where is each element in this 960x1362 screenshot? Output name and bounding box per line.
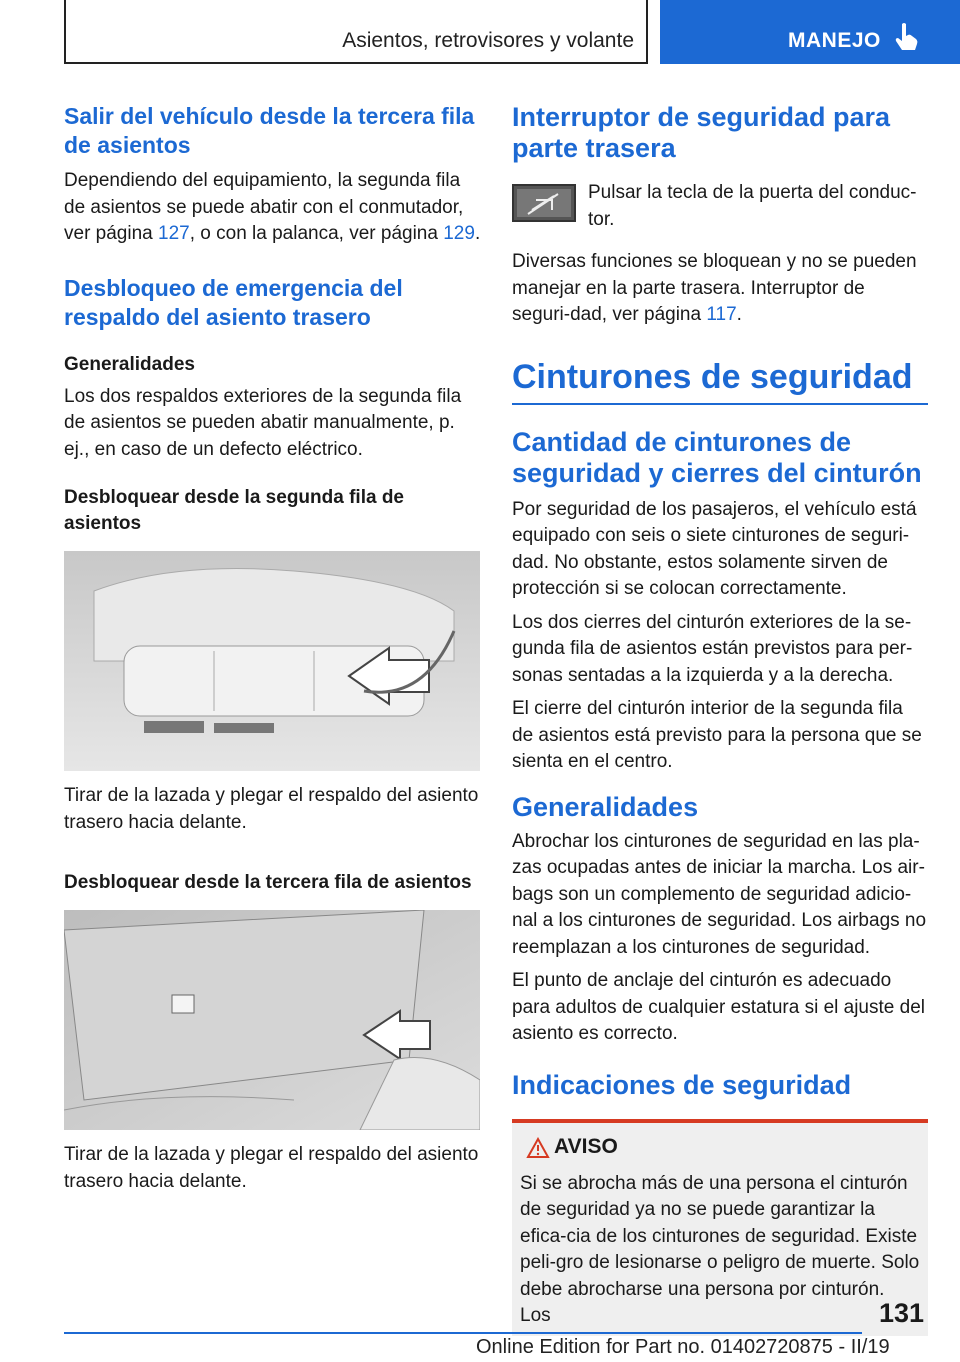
header-section-tab [660, 0, 960, 64]
warning-triangle-icon [526, 1137, 550, 1164]
warning-text: Si se abrocha más de una persona el cinturón de seguridad ya no se puede garantizar la efica-cia de los cinturones de seguridad. Existe peli-gro de lesionarse o peligro de muerte. Solo debe abrocharse una persona por cinturón. Los [520, 1172, 920, 1326]
page-link-127[interactable]: 127 [158, 223, 190, 244]
steering-hand-icon [894, 22, 920, 57]
text: . [474, 223, 481, 244]
child-lock-button-icon [512, 184, 576, 222]
paragraph-functions [512, 249, 928, 329]
section-label: MANEJO [788, 29, 881, 52]
heading-unlock-third-row: Desbloquear desde la tercera fila de asientos [64, 872, 472, 893]
text: Dependiendo del equipamiento, la segunda fila de asientos se puede abatir con el conmutador, ver página [64, 170, 464, 244]
paragraph-exit [64, 168, 482, 248]
text: , o con la palanca, ver página [189, 223, 444, 244]
heading-emergency-unlock: Desbloqueo de emergencia del respaldo del asiento trasero [64, 274, 403, 330]
paragraph-count-2: Los dos cierres del cinturón exteriores de la se-gunda fila de asientos están previstos para per-sonas sentadas a la izquierda y a la derecha. [512, 611, 913, 686]
paragraph-generalities: Los dos respaldos exteriores de la segunda fila de asientos se pueden abatir manualmente, p. ej., en caso de un defecto eléctrico. [64, 385, 462, 460]
left-column [64, 102, 482, 1195]
photo-second-row-seats [64, 551, 480, 771]
text: . [736, 304, 742, 325]
page-link-129[interactable]: 129 [443, 223, 475, 244]
heading-belt-count: Cantidad de cinturones de seguridad y cierres del cinturón [512, 426, 922, 488]
page-number: 131 [878, 1298, 924, 1328]
paragraph-switch: Pulsar la tecla de la puerta del conduc-tor. [588, 182, 917, 230]
page-link-117[interactable]: 117 [706, 304, 737, 325]
paragraph-count-3: El cierre del cinturón interior de la segunda fila de asientos está previsto para la persona que se sienta en el centro. [512, 698, 922, 772]
warning-title: AVISO [554, 1134, 618, 1158]
footer-edition: Online Edition for Part no. 01402720875 - II/19 [476, 1336, 890, 1358]
chapter-title: Asientos, retrovisores y volante [342, 29, 634, 52]
warning-box [512, 1119, 928, 1336]
switch-instruction [512, 180, 928, 233]
footer-divider [64, 1332, 862, 1334]
heading-unlock-second-row: Desbloquear desde la segunda fila de asientos [64, 487, 404, 534]
heading-safety-switch: Interruptor de seguridad para parte trasera [512, 102, 891, 163]
heading-general: Generalidades [512, 791, 699, 822]
warning-header [520, 1135, 920, 1165]
heading-exit-third-row: Salir del vehículo desde la tercera fila de asientos [64, 103, 475, 158]
heading-safety-notes: Indicaciones de seguridad [512, 1069, 852, 1100]
paragraph-general-1: Abrochar los cinturones de seguridad en las pla-zas ocupadas antes de iniciar la marcha. Los air-bags son un complemento de seguridad adicio-nal a los cinturones de seguridad. Los airbags no reemplazan a los cinturones de seguridad. [512, 830, 927, 958]
text: Diversas funciones se bloquean y no se pueden manejar en la parte trasera. Interruptor de seguri-dad, ver página [512, 251, 917, 325]
header-chapter-box [64, 0, 648, 64]
right-column [512, 102, 928, 1336]
caption-second-row: Tirar de la lazada y plegar el respaldo del asiento trasero hacia delante. [64, 785, 479, 833]
heading-seatbelts: Cinturones de seguridad [512, 355, 928, 405]
photo-third-row-seats [64, 910, 480, 1130]
heading-generalities: Generalidades [64, 353, 195, 375]
caption-third-row: Tirar de la lazada y plegar el respaldo del asiento trasero hacia delante. [64, 1144, 479, 1192]
paragraph-general-2: El punto de anclaje del cinturón es adecuado para adultos de cualquier estatura si el ajuste del asiento es correcto. [512, 970, 925, 1044]
paragraph-count-1: Por seguridad de los pasajeros, el vehículo está equipado con seis o siete cinturones de seguri-dad. No obstante, estos solamente sirven de protección si se colocan correctamente. [512, 498, 917, 599]
